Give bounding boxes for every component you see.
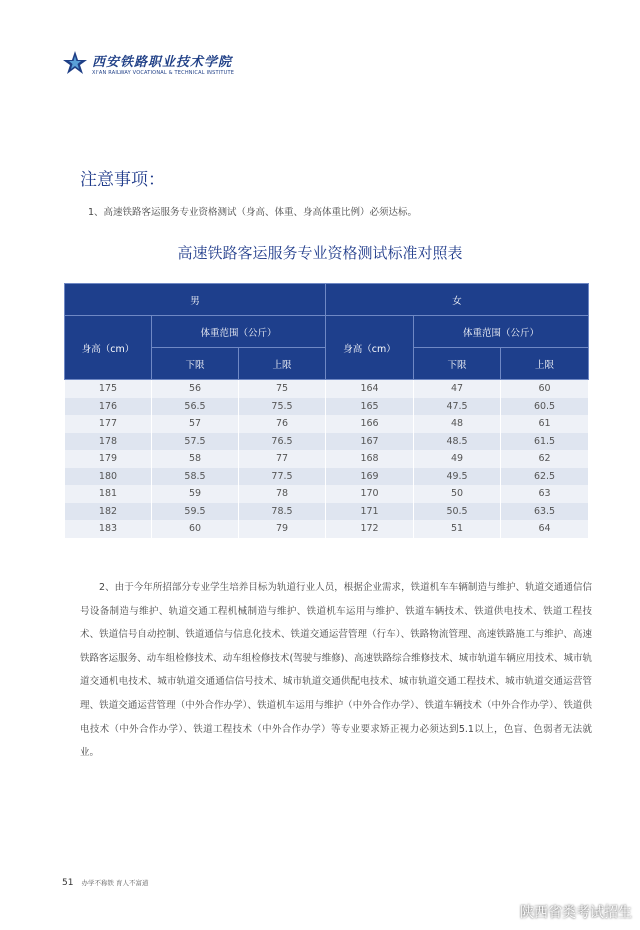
male-height-cell: 178: [65, 433, 152, 451]
female-lower-cell: 51: [414, 520, 501, 538]
logo-english-name: XI'AN RAILWAY VOCATIONAL & TECHNICAL INSTITUTE: [92, 69, 235, 76]
male-lower-cell: 56: [152, 380, 239, 398]
height-weight-table: [64, 283, 589, 538]
notice-item-2: 2、由于今年所招部分专业学生培养目标为轨道行业人员，根据企业需求，铁道机车车辆制造与维护、轨道交通通信信号设备制造与维护、轨道交通工程机械制造与维护、铁道机车运用与维护、铁道车辆技术、铁道供电技术、铁道工程技术、铁道信号自动控制、铁道通信与信息化技术、铁道交通运营管理（行车）、铁路物流管理、高速铁路施工与维护、高速铁路客运服务、动车组检修技术、动车组检修技术(驾驶与维修)、高速铁路综合维修技术、城市轨道车辆应用技术、城市轨道交通机电技术、城市轨道交通通信信号技术、城市轨道交通供配电技术、城市轨道交通工程技术、城市轨道交通运营管理、铁道交通运营管理（中外合作办学）、铁道机车运用与维护（中外合作办学）、铁道车辆技术（中外合作办学）、铁道供电技术（中外合作办学）、铁道工程技术（中外合作办学）等专业要求矫正视力必须达到5.1以上，色盲、色弱者无法就业。: [80, 582, 592, 759]
notice-heading: 注意事项：: [80, 170, 165, 190]
female-lower-cell: 49: [414, 450, 501, 468]
table-row: [65, 485, 589, 503]
male-upper-cell: 79: [239, 520, 326, 538]
female-lower-header: 下限: [414, 348, 501, 380]
male-upper-cell: 75.5: [239, 398, 326, 416]
table-row: [65, 433, 589, 451]
female-upper-cell: 60.5: [501, 398, 589, 416]
school-logo: [62, 48, 234, 78]
female-upper-cell: 64: [501, 520, 589, 538]
male-upper-cell: 78.5: [239, 503, 326, 521]
male-header: 男: [65, 284, 326, 316]
female-height-cell: 166: [326, 415, 414, 433]
female-lower-cell: 48.5: [414, 433, 501, 451]
page-number: 51: [62, 878, 74, 888]
male-lower-cell: 59.5: [152, 503, 239, 521]
watermark-text: 陕西省类考试招生: [520, 905, 632, 921]
notice-item-1: 1、高速铁路客运服务专业资格测试（身高、体重、身高体重比例）必须达标。: [88, 207, 418, 218]
female-height-cell: 168: [326, 450, 414, 468]
female-upper-cell: 63.5: [501, 503, 589, 521]
male-lower-cell: 56.5: [152, 398, 239, 416]
male-lower-cell: 60: [152, 520, 239, 538]
male-lower-cell: 57.5: [152, 433, 239, 451]
male-upper-cell: 76.5: [239, 433, 326, 451]
male-height-cell: 183: [65, 520, 152, 538]
weibo-icon: [498, 904, 518, 920]
male-lower-cell: 57: [152, 415, 239, 433]
female-height-cell: 169: [326, 468, 414, 486]
female-height-cell: 170: [326, 485, 414, 503]
male-lower-cell: 58: [152, 450, 239, 468]
male-lower-cell: 58.5: [152, 468, 239, 486]
female-upper-cell: 63: [501, 485, 589, 503]
table-row: [65, 398, 589, 416]
female-height-cell: 165: [326, 398, 414, 416]
female-lower-cell: 50.5: [414, 503, 501, 521]
male-height-cell: 176: [65, 398, 152, 416]
female-height-header: 身高（cm）: [326, 316, 414, 380]
female-upper-cell: 61: [501, 415, 589, 433]
female-header: 女: [326, 284, 589, 316]
female-upper-cell: 62.5: [501, 468, 589, 486]
female-upper-header: 上限: [501, 348, 589, 380]
male-upper-cell: 77.5: [239, 468, 326, 486]
male-height-cell: 182: [65, 503, 152, 521]
male-height-cell: 180: [65, 468, 152, 486]
male-weight-range-header: 体重范围（公斤）: [152, 316, 326, 348]
star-logo-icon: [62, 50, 88, 76]
female-height-cell: 171: [326, 503, 414, 521]
male-upper-header: 上限: [239, 348, 326, 380]
male-height-header: 身高（cm）: [65, 316, 152, 380]
female-height-cell: 164: [326, 380, 414, 398]
female-lower-cell: 49.5: [414, 468, 501, 486]
female-upper-cell: 62: [501, 450, 589, 468]
table-row: [65, 415, 589, 433]
weibo-watermark: [498, 902, 632, 922]
male-upper-cell: 75: [239, 380, 326, 398]
female-upper-cell: 61.5: [501, 433, 589, 451]
female-lower-cell: 47: [414, 380, 501, 398]
logo-chinese-name: 西安铁路职业技术学院: [92, 54, 233, 70]
female-height-cell: 172: [326, 520, 414, 538]
male-lower-header: 下限: [152, 348, 239, 380]
male-lower-cell: 59: [152, 485, 239, 503]
female-upper-cell: 60: [501, 380, 589, 398]
male-height-cell: 177: [65, 415, 152, 433]
table-row: [65, 450, 589, 468]
male-upper-cell: 76: [239, 415, 326, 433]
male-upper-cell: 77: [239, 450, 326, 468]
table-row: [65, 380, 589, 398]
table-row: [65, 520, 589, 538]
table-row: [65, 468, 589, 486]
male-upper-cell: 78: [239, 485, 326, 503]
female-lower-cell: 50: [414, 485, 501, 503]
page-footer: [62, 878, 149, 888]
male-height-cell: 175: [65, 380, 152, 398]
table-row: [65, 503, 589, 521]
female-height-cell: 167: [326, 433, 414, 451]
male-height-cell: 181: [65, 485, 152, 503]
table-title: 高速铁路客运服务专业资格测试标准对照表: [177, 244, 463, 262]
male-height-cell: 179: [65, 450, 152, 468]
footer-slogan: 办学不称铁 育人不富道: [81, 879, 149, 887]
female-lower-cell: 47.5: [414, 398, 501, 416]
female-lower-cell: 48: [414, 415, 501, 433]
female-weight-range-header: 体重范围（公斤）: [414, 316, 589, 348]
